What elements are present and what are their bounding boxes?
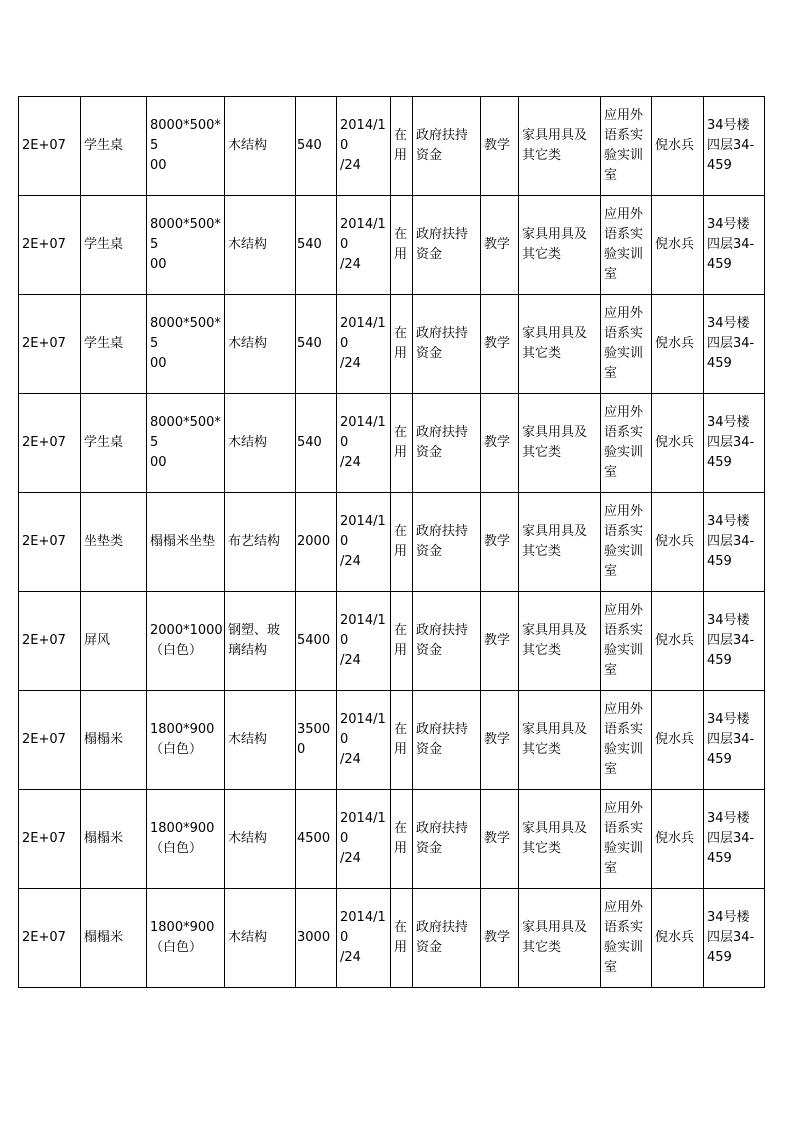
- custodian-cell: [652, 196, 704, 295]
- location-text: 34号楼 四层34- 459: [707, 514, 755, 569]
- location-cell: [704, 196, 765, 295]
- funding-source-cell: [413, 691, 481, 790]
- status-text: 在 用: [394, 524, 408, 559]
- location-cell: [704, 691, 765, 790]
- custodian-text: 倪水兵: [655, 930, 695, 945]
- funding-source-cell: [413, 196, 481, 295]
- spec-text: 1800*900 （白色）: [150, 821, 215, 856]
- funding-source-cell: [413, 493, 481, 592]
- custodian-cell: [652, 97, 704, 196]
- table-row: [19, 889, 765, 988]
- price-cell: [296, 97, 337, 196]
- date-cell: [337, 790, 391, 889]
- category-text: 家具用具及 其它类: [522, 722, 588, 757]
- department-text: 应用外 语系实 验实训 室: [604, 405, 644, 480]
- location-text: 34号楼 四层34- 459: [707, 811, 755, 866]
- usage-text: 教学: [484, 831, 511, 846]
- asset-name-text: 坐垫类: [84, 534, 124, 549]
- asset-table: [18, 96, 765, 988]
- location-text: 34号楼 四层34- 459: [707, 316, 755, 371]
- table-row: [19, 394, 765, 493]
- funding-source-cell: [413, 592, 481, 691]
- status-cell: [391, 295, 413, 394]
- spec-text: 榻榻米坐垫: [150, 534, 216, 549]
- asset-code-cell: [19, 97, 81, 196]
- date-text: 2014/10 /24: [340, 217, 386, 272]
- location-text: 34号楼 四层34- 459: [707, 415, 755, 470]
- usage-text: 教学: [484, 930, 511, 945]
- custodian-text: 倪水兵: [655, 138, 695, 153]
- asset-name-text: 学生桌: [84, 237, 124, 252]
- status-cell: [391, 889, 413, 988]
- date-cell: [337, 592, 391, 691]
- spec-cell: [147, 196, 225, 295]
- custodian-cell: [652, 394, 704, 493]
- department-cell: [601, 394, 652, 493]
- department-cell: [601, 493, 652, 592]
- date-text: 2014/10 /24: [340, 118, 386, 173]
- department-text: 应用外 语系实 验实训 室: [604, 900, 644, 975]
- date-text: 2014/10 /24: [340, 811, 386, 866]
- department-text: 应用外 语系实 验实训 室: [604, 603, 644, 678]
- asset-code-text: 2E+07: [22, 831, 66, 846]
- department-text: 应用外 语系实 验实训 室: [604, 702, 644, 777]
- funding-source-cell: [413, 394, 481, 493]
- usage-text: 教学: [484, 336, 511, 351]
- location-cell: [704, 592, 765, 691]
- asset-code-cell: [19, 295, 81, 394]
- location-text: 34号楼 四层34- 459: [707, 613, 755, 668]
- asset-name-text: 学生桌: [84, 138, 124, 153]
- department-text: 应用外 语系实 验实训 室: [604, 207, 644, 282]
- asset-name-text: 榻榻米: [84, 930, 124, 945]
- asset-code-text: 2E+07: [22, 930, 66, 945]
- asset-name-cell: [81, 493, 147, 592]
- usage-cell: [481, 493, 519, 592]
- date-text: 2014/10 /24: [340, 613, 386, 668]
- status-text: 在 用: [394, 722, 408, 757]
- asset-name-text: 屏风: [84, 633, 111, 648]
- material-text: 木结构: [228, 831, 268, 846]
- category-text: 家具用具及 其它类: [522, 227, 588, 262]
- location-text: 34号楼 四层34- 459: [707, 118, 755, 173]
- spec-text: 1800*900 （白色）: [150, 920, 215, 955]
- date-cell: [337, 493, 391, 592]
- usage-text: 教学: [484, 435, 511, 450]
- date-text: 2014/10 /24: [340, 415, 386, 470]
- funding-source-cell: [413, 889, 481, 988]
- price-cell: [296, 493, 337, 592]
- date-cell: [337, 196, 391, 295]
- asset-name-text: 学生桌: [84, 336, 124, 351]
- price-text: 540: [297, 435, 322, 450]
- asset-code-cell: [19, 592, 81, 691]
- date-cell: [337, 97, 391, 196]
- usage-text: 教学: [484, 732, 511, 747]
- custodian-cell: [652, 592, 704, 691]
- category-cell: [519, 493, 601, 592]
- table-row: [19, 97, 765, 196]
- location-cell: [704, 493, 765, 592]
- location-text: 34号楼 四层34- 459: [707, 712, 755, 767]
- spec-cell: [147, 691, 225, 790]
- asset-name-cell: [81, 97, 147, 196]
- status-cell: [391, 592, 413, 691]
- status-text: 在 用: [394, 623, 408, 658]
- price-text: 5400: [297, 633, 331, 648]
- custodian-text: 倪水兵: [655, 237, 695, 252]
- table-row: [19, 493, 765, 592]
- asset-name-text: 榻榻米: [84, 831, 124, 846]
- category-cell: [519, 394, 601, 493]
- custodian-text: 倪水兵: [655, 831, 695, 846]
- material-cell: [225, 592, 296, 691]
- asset-name-text: 榻榻米: [84, 732, 124, 747]
- funding-source-text: 政府扶持 资金: [416, 623, 469, 658]
- spec-cell: [147, 97, 225, 196]
- department-text: 应用外 语系实 验实训 室: [604, 801, 644, 876]
- material-text: 钢塑、玻 璃结构: [228, 623, 281, 658]
- usage-text: 教学: [484, 237, 511, 252]
- custodian-text: 倪水兵: [655, 732, 695, 747]
- category-cell: [519, 196, 601, 295]
- price-text: 4500: [297, 831, 331, 846]
- material-cell: [225, 97, 296, 196]
- material-text: 木结构: [228, 138, 268, 153]
- table-row: [19, 295, 765, 394]
- asset-code-text: 2E+07: [22, 732, 66, 747]
- location-cell: [704, 295, 765, 394]
- funding-source-cell: [413, 790, 481, 889]
- funding-source-text: 政府扶持 资金: [416, 821, 469, 856]
- usage-cell: [481, 196, 519, 295]
- category-text: 家具用具及 其它类: [522, 425, 588, 460]
- price-cell: [296, 196, 337, 295]
- usage-cell: [481, 592, 519, 691]
- funding-source-text: 政府扶持 资金: [416, 128, 469, 163]
- department-cell: [601, 592, 652, 691]
- funding-source-text: 政府扶持 资金: [416, 227, 469, 262]
- custodian-cell: [652, 691, 704, 790]
- spec-cell: [147, 394, 225, 493]
- category-cell: [519, 97, 601, 196]
- category-text: 家具用具及 其它类: [522, 821, 588, 856]
- date-cell: [337, 889, 391, 988]
- status-text: 在 用: [394, 227, 408, 262]
- date-cell: [337, 394, 391, 493]
- category-cell: [519, 592, 601, 691]
- asset-code-text: 2E+07: [22, 534, 66, 549]
- location-text: 34号楼 四层34- 459: [707, 217, 755, 272]
- spec-text: 8000*500*5 00: [150, 118, 221, 173]
- department-text: 应用外 语系实 验实训 室: [604, 504, 644, 579]
- location-cell: [704, 97, 765, 196]
- location-cell: [704, 889, 765, 988]
- custodian-cell: [652, 889, 704, 988]
- spec-text: 8000*500*5 00: [150, 415, 221, 470]
- custodian-text: 倪水兵: [655, 534, 695, 549]
- custodian-cell: [652, 295, 704, 394]
- custodian-text: 倪水兵: [655, 435, 695, 450]
- usage-cell: [481, 790, 519, 889]
- material-cell: [225, 196, 296, 295]
- asset-code-cell: [19, 493, 81, 592]
- category-cell: [519, 790, 601, 889]
- date-text: 2014/10 /24: [340, 712, 386, 767]
- funding-source-cell: [413, 295, 481, 394]
- table-row: [19, 691, 765, 790]
- asset-name-text: 学生桌: [84, 435, 124, 450]
- category-text: 家具用具及 其它类: [522, 920, 588, 955]
- price-cell: [296, 394, 337, 493]
- category-cell: [519, 889, 601, 988]
- spec-cell: [147, 889, 225, 988]
- material-cell: [225, 790, 296, 889]
- asset-code-text: 2E+07: [22, 633, 66, 648]
- status-text: 在 用: [394, 425, 408, 460]
- spec-text: 1800*900 （白色）: [150, 722, 215, 757]
- material-text: 木结构: [228, 336, 268, 351]
- custodian-cell: [652, 790, 704, 889]
- status-text: 在 用: [394, 326, 408, 361]
- price-text: 3000: [297, 930, 331, 945]
- usage-cell: [481, 97, 519, 196]
- price-text: 540: [297, 336, 322, 351]
- asset-code-text: 2E+07: [22, 435, 66, 450]
- location-cell: [704, 790, 765, 889]
- status-text: 在 用: [394, 920, 408, 955]
- price-cell: [296, 295, 337, 394]
- category-text: 家具用具及 其它类: [522, 128, 588, 163]
- funding-source-text: 政府扶持 资金: [416, 722, 469, 757]
- material-text: 木结构: [228, 732, 268, 747]
- funding-source-text: 政府扶持 资金: [416, 524, 469, 559]
- asset-code-cell: [19, 790, 81, 889]
- usage-cell: [481, 691, 519, 790]
- date-text: 2014/10 /24: [340, 514, 386, 569]
- asset-name-cell: [81, 394, 147, 493]
- funding-source-cell: [413, 97, 481, 196]
- asset-name-cell: [81, 295, 147, 394]
- usage-cell: [481, 394, 519, 493]
- asset-code-text: 2E+07: [22, 138, 66, 153]
- usage-cell: [481, 889, 519, 988]
- material-cell: [225, 493, 296, 592]
- department-cell: [601, 295, 652, 394]
- spec-cell: [147, 790, 225, 889]
- material-text: 木结构: [228, 435, 268, 450]
- asset-code-cell: [19, 394, 81, 493]
- funding-source-text: 政府扶持 资金: [416, 326, 469, 361]
- custodian-text: 倪水兵: [655, 633, 695, 648]
- asset-code-cell: [19, 889, 81, 988]
- price-text: 2000: [297, 534, 331, 549]
- location-text: 34号楼 四层34- 459: [707, 910, 755, 965]
- category-cell: [519, 691, 601, 790]
- price-text: 35000: [297, 722, 331, 757]
- status-cell: [391, 493, 413, 592]
- department-cell: [601, 691, 652, 790]
- location-cell: [704, 394, 765, 493]
- asset-name-cell: [81, 196, 147, 295]
- table-row: [19, 790, 765, 889]
- material-cell: [225, 295, 296, 394]
- table-row: [19, 196, 765, 295]
- funding-source-text: 政府扶持 资金: [416, 920, 469, 955]
- table-row: [19, 592, 765, 691]
- material-cell: [225, 889, 296, 988]
- material-text: 木结构: [228, 237, 268, 252]
- asset-name-cell: [81, 691, 147, 790]
- department-text: 应用外 语系实 验实训 室: [604, 306, 644, 381]
- status-cell: [391, 691, 413, 790]
- department-cell: [601, 889, 652, 988]
- spec-cell: [147, 592, 225, 691]
- asset-name-cell: [81, 592, 147, 691]
- usage-cell: [481, 295, 519, 394]
- spec-text: 8000*500*5 00: [150, 217, 221, 272]
- price-text: 540: [297, 237, 322, 252]
- date-text: 2014/10 /24: [340, 910, 386, 965]
- usage-text: 教学: [484, 138, 511, 153]
- material-text: 布艺结构: [228, 534, 281, 549]
- asset-code-cell: [19, 691, 81, 790]
- department-cell: [601, 790, 652, 889]
- date-cell: [337, 691, 391, 790]
- material-cell: [225, 394, 296, 493]
- status-cell: [391, 790, 413, 889]
- funding-source-text: 政府扶持 资金: [416, 425, 469, 460]
- asset-code-cell: [19, 196, 81, 295]
- spec-text: 2000*1000 （白色）: [150, 623, 223, 658]
- date-text: 2014/10 /24: [340, 316, 386, 371]
- material-cell: [225, 691, 296, 790]
- price-cell: [296, 889, 337, 988]
- category-text: 家具用具及 其它类: [522, 326, 588, 361]
- asset-table-body: [19, 97, 765, 988]
- material-text: 木结构: [228, 930, 268, 945]
- price-cell: [296, 691, 337, 790]
- category-cell: [519, 295, 601, 394]
- price-cell: [296, 592, 337, 691]
- usage-text: 教学: [484, 534, 511, 549]
- price-text: 540: [297, 138, 322, 153]
- category-text: 家具用具及 其它类: [522, 623, 588, 658]
- status-text: 在 用: [394, 128, 408, 163]
- date-cell: [337, 295, 391, 394]
- spec-cell: [147, 493, 225, 592]
- custodian-cell: [652, 493, 704, 592]
- department-cell: [601, 97, 652, 196]
- custodian-text: 倪水兵: [655, 336, 695, 351]
- asset-code-text: 2E+07: [22, 237, 66, 252]
- price-cell: [296, 790, 337, 889]
- department-text: 应用外 语系实 验实训 室: [604, 108, 644, 183]
- asset-code-text: 2E+07: [22, 336, 66, 351]
- category-text: 家具用具及 其它类: [522, 524, 588, 559]
- department-cell: [601, 196, 652, 295]
- asset-name-cell: [81, 889, 147, 988]
- spec-cell: [147, 295, 225, 394]
- usage-text: 教学: [484, 633, 511, 648]
- status-text: 在 用: [394, 821, 408, 856]
- status-cell: [391, 394, 413, 493]
- status-cell: [391, 97, 413, 196]
- spec-text: 8000*500*5 00: [150, 316, 221, 371]
- asset-name-cell: [81, 790, 147, 889]
- status-cell: [391, 196, 413, 295]
